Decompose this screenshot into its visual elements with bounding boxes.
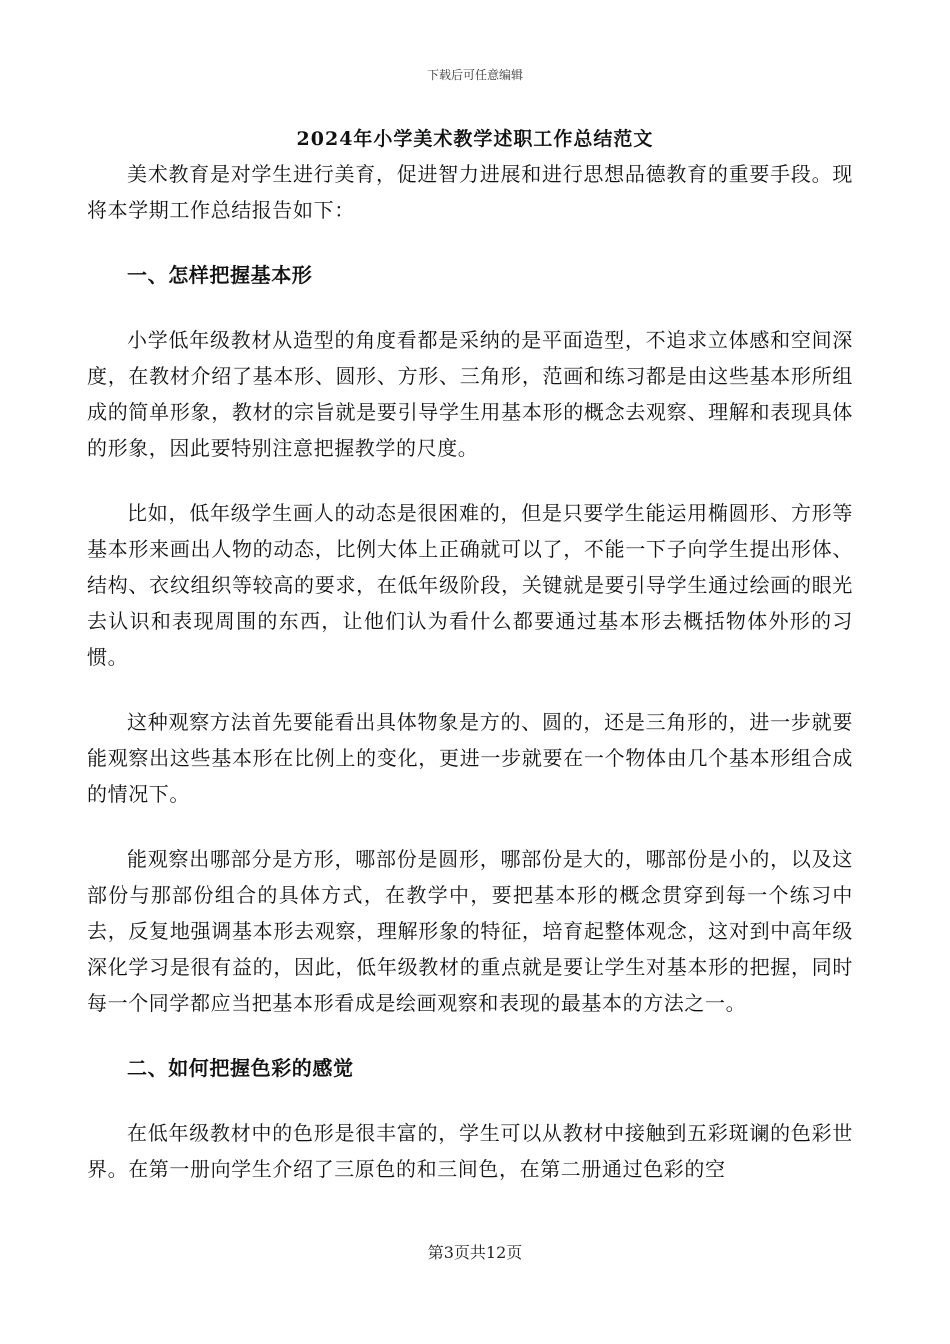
section-heading-1: 一、怎样把握基本形: [127, 263, 313, 287]
header-note: 下载后可任意编辑: [426, 68, 523, 82]
document-title: 2024年小学美术教学述职工作总结范文: [296, 128, 654, 150]
paragraph-3: 这种观察方法首先要能看出具体物象是方的、圆的，还是三角形的，进一步就要能观察出这些基本形在比例上的变化，更进一步就要在一个物体由几个基本形组合成的情况下。: [87, 710, 853, 806]
paragraph-4: 能观察出哪部分是方形，哪部份是圆形，哪部份是大的，哪部份是小的，以及这部份与那部份组合的具体方式，在教学中，要把基本形的概念贯穿到每一个练习中去，反复地强调基本形去观察，理解形象的特征，培育起整体观念，这对到中高年级深化学习是很有益的，因此，低年级教材的重点就是要让学生对基本形的把握，同时每一个同学都应当把基本形看成是绘画观察和表现的最基本的方法之一。: [87, 847, 853, 1015]
paragraph-2: 比如，低年级学生画人的动态是很困难的，但是只要学生能运用椭圆形、方形等基本形来画出人物的动态，比例大体上正确就可以了，不能一下子向学生提出形体、结构、衣纹组织等较高的要求，在低年级阶段，关键就是要引导学生通过绘画的眼光去认识和表现周围的东西，让他们认为看什么都要通过基本形去概括物体外形的习惯。: [87, 501, 853, 669]
section-heading-2: 二、如何把握色彩的感觉: [127, 1056, 354, 1080]
paragraph-1: 小学低年级教材从造型的角度看都是采纳的是平面造型，不追求立体感和空间深度，在教材介绍了基本形、圆形、方形、三角形，范画和练习都是由这些基本形所组成的简单形象，教材的宗旨就是要引导学生用基本形的概念去观察、理解和表现具体的形象，因此要特别注意把握教学的尺度。: [87, 328, 853, 460]
paragraph-5: 在低年级教材中的色形是很丰富的，学生可以从教材中接触到五彩斑谰的色彩世界。在第一册向学生介绍了三原色的和三间色，在第二册通过色彩的空: [87, 1121, 853, 1181]
page-footer: 第3页共12页: [427, 1243, 523, 1262]
document-body: [87, 150, 853, 1187]
intro-paragraph: 美术教育是对学生进行美育，促进智力进展和进行思想品德教育的重要手段。现将本学期工作总结报告如下：: [87, 162, 853, 222]
